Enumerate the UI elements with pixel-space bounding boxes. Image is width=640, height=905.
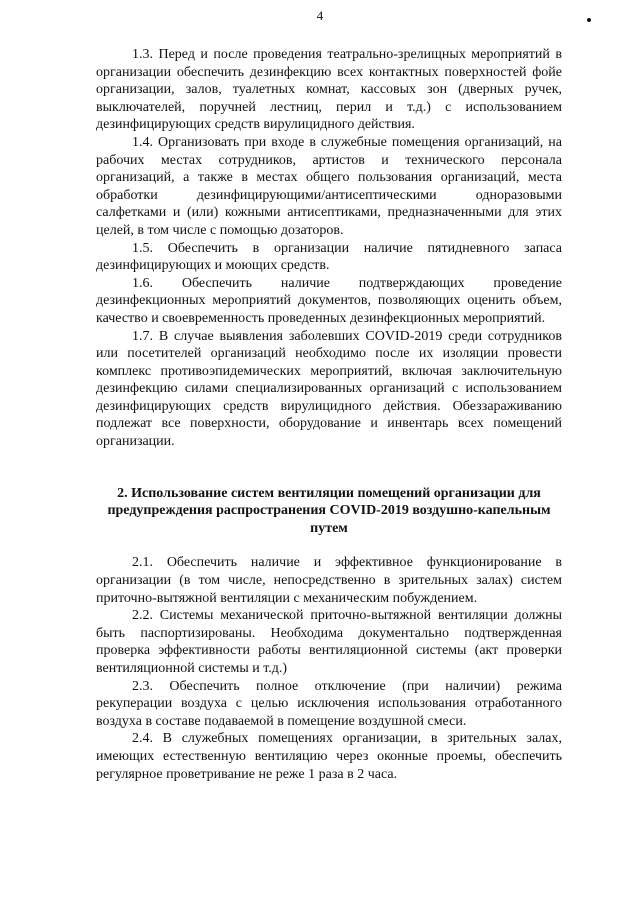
paragraph-2-4: 2.4. В служебных помещениях организации, в зрительных залах, имеющих естественную вентиляцию через оконные проемы, обеспечить регулярное проветривание не реже 1 раза в 2 часа.: [96, 731, 562, 782]
page-number: 4: [316, 8, 324, 23]
paragraph-2-1: 2.1. Обеспечить наличие и эффективное функционирование в организации (в том числе, непосредственно в зрительных залах) систем приточно-вытяжной вентиляции с механическим побуждением.: [96, 555, 562, 606]
paragraph-2-3: 2.3. Обеспечить полное отключение (при наличии) режима рекуперации воздуха с целью исключения использования отработанного воздуха в составе подаваемой в помещение воздушной смеси.: [96, 678, 562, 729]
paragraph-1-4: 1.4. Организовать при входе в служебные помещения организаций, на рабочих местах сотрудников, артистов и технического персонала организаций, а также в местах общего пользования организаций, места обработки дезинфицирующими/антисептическими одноразовыми салфетками и (или) кожными антисептиками, предназначенными для этих целей, в том числе с помощью дозаторов.: [96, 134, 562, 238]
paragraph-1-6: 1.6. Обеспечить наличие подтверждающих проведение дезинфекционных мероприятий документов, позволяющих оценить объем, качество и своевременность проведенных дезинфекционных мероприятий.: [96, 275, 562, 326]
scan-mark: [587, 18, 591, 22]
section-2-heading: 2. Использование систем вентиляции помещений организации для предупреждения распространения COVID-2019 воздушно-капельным путем: [107, 485, 551, 536]
paragraph-1-7: 1.7. В случае выявления заболевших COVID-2019 среди сотрудников или посетителей организаций необходимо после их изоляции провести комплекс противоэпидемических мероприятий, включая заключительную дезинфекцию силами специализированных организаций с использованием дезинфицирующих средств вирулицидного действия. Обеззараживанию подлежат все поверхности, оборудование и инвентарь всех помещений организации.: [96, 328, 562, 450]
paragraph-2-2: 2.2. Системы механической приточно-вытяжной вентиляции должны быть паспортизированы. Необходима документально подтвержденная проверка эффективности работы вентиляционной системы (акт проверки вентиляционной системы и т.д.): [96, 608, 562, 676]
paragraph-1-3: 1.3. Перед и после проведения театрально-зрелищных мероприятий в организации обеспечить дезинфекцию всех контактных поверхностей фойе организации, залов, туалетных комнат, кассовых зон (дверных ручек, выключателей, поручней лестниц, перил и т.д.) с использованием дезинфицирующих средств вирулицидного действия.: [96, 47, 562, 133]
document-body: [96, 46, 562, 783]
paragraph-1-5: 1.5. Обеспечить в организации наличие пятидневного запаса дезинфицирующих и моющих средств.: [96, 240, 562, 274]
